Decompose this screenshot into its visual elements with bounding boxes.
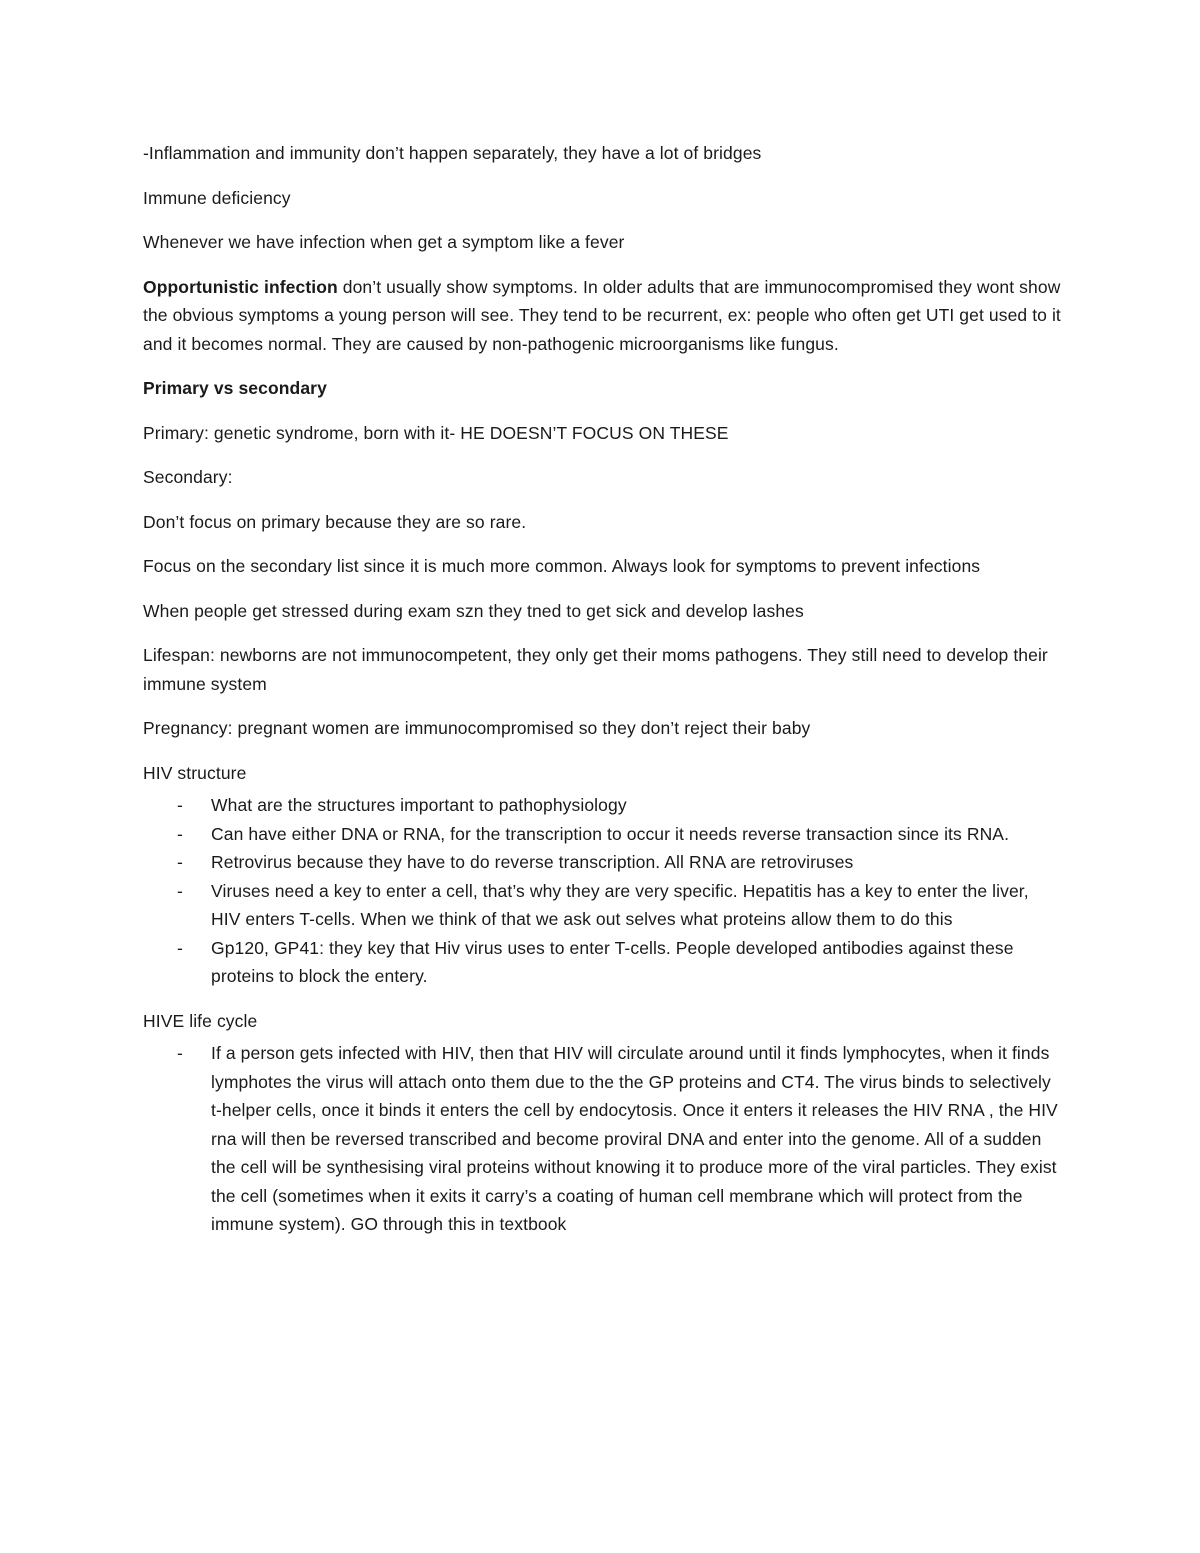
dash-bullet: - <box>177 795 183 815</box>
dash-bullet: - <box>177 852 183 872</box>
heading-hiv-structure: HIV structure <box>143 762 247 783</box>
dash-bullet: - <box>177 880 183 901</box>
heading-hive-life-cycle: HIVE life cycle <box>143 1010 258 1031</box>
list-item: - Retrovirus because they have to do reverse transcription. All RNA are retroviruses <box>143 848 1063 877</box>
primary-line: Primary: genetic syndrome, born with it- HE DOESN’T FOCUS ON THESE <box>143 422 729 443</box>
list-item: - Can have either DNA or RNA, for the transcription to occur it needs reverse transaction since its RNA. <box>143 820 1063 849</box>
heading-immune-deficiency: Immune deficiency <box>143 187 291 208</box>
dash-bullet: - <box>177 823 183 844</box>
list-item: - If a person gets infected with HIV, then that HIV will circulate around until it finds lymphocytes, when it finds lymphotes the virus will attach onto them due to the the GP proteins and CT4. The virus binds to selectively t-helper cells, once it binds it enters the cell by endocytosis. Once it enters it releases the HIV RNA , the HIV rna will then be reversed transcribed and become proviral DNA and enter into the genome. All of a sudden the cell will be synthesising viral proteins without knowing it to produce more of the viral particles. They exist the cell (sometimes when it exits it carry’s a coating of human cell membrane which will protect from the immune system). GO through this in textbook <box>143 1039 1063 1239</box>
opportunistic-infection-text: don’t usually show symptoms. In older adults that are immunocompromised they wont show the obvious symptoms a young person will see. They tend to be recurrent, ex: people who often get UTI get used to it and it becomes normal. They are caused by non-pathogenic microorganisms like fungus. <box>143 276 1061 354</box>
list-item: - Gp120, GP41: they key that Hiv virus uses to enter T-cells. People developed antibodies against these proteins to block the entery. <box>143 934 1063 991</box>
hive-life-cycle-list <box>143 1039 1063 1239</box>
dont-focus-primary-line: Don’t focus on primary because they are so rare. <box>143 511 527 532</box>
document-body <box>143 139 1063 1255</box>
hiv-structure-list <box>143 791 1063 991</box>
opportunistic-infection-term: Opportunistic infection <box>143 276 338 297</box>
secondary-line: Secondary: <box>143 467 233 487</box>
heading-primary-vs-secondary: Primary vs secondary <box>143 378 327 398</box>
infection-symptom-line: Whenever we have infection when get a symptom like a fever <box>143 232 625 252</box>
dash-bullet: - <box>177 1043 183 1063</box>
focus-secondary-paragraph: Focus on the secondary list since it is much more common. Always look for symptoms to prevent infections <box>143 556 981 576</box>
pregnancy-line: Pregnancy: pregnant women are immunocompromised so they don’t reject their baby <box>143 718 811 738</box>
stress-line: When people get stressed during exam szn they tned to get sick and develop lashes <box>143 600 804 621</box>
list-item: - What are the structures important to pathophysiology <box>143 791 1063 820</box>
intro-line: -Inflammation and immunity don’t happen separately, they have a lot of bridges <box>143 143 762 163</box>
dash-bullet: - <box>177 937 183 958</box>
list-item: - Viruses need a key to enter a cell, that’s why they are very specific. Hepatitis has a key to enter the liver, HIV enters T-cells. When we think of that we ask out selves what proteins allow them to do this <box>143 877 1063 934</box>
lifespan-paragraph: Lifespan: newborns are not immunocompetent, they only get their moms pathogens. They still need to develop their immune system <box>143 645 1048 694</box>
opportunistic-infection-paragraph <box>143 273 1063 359</box>
